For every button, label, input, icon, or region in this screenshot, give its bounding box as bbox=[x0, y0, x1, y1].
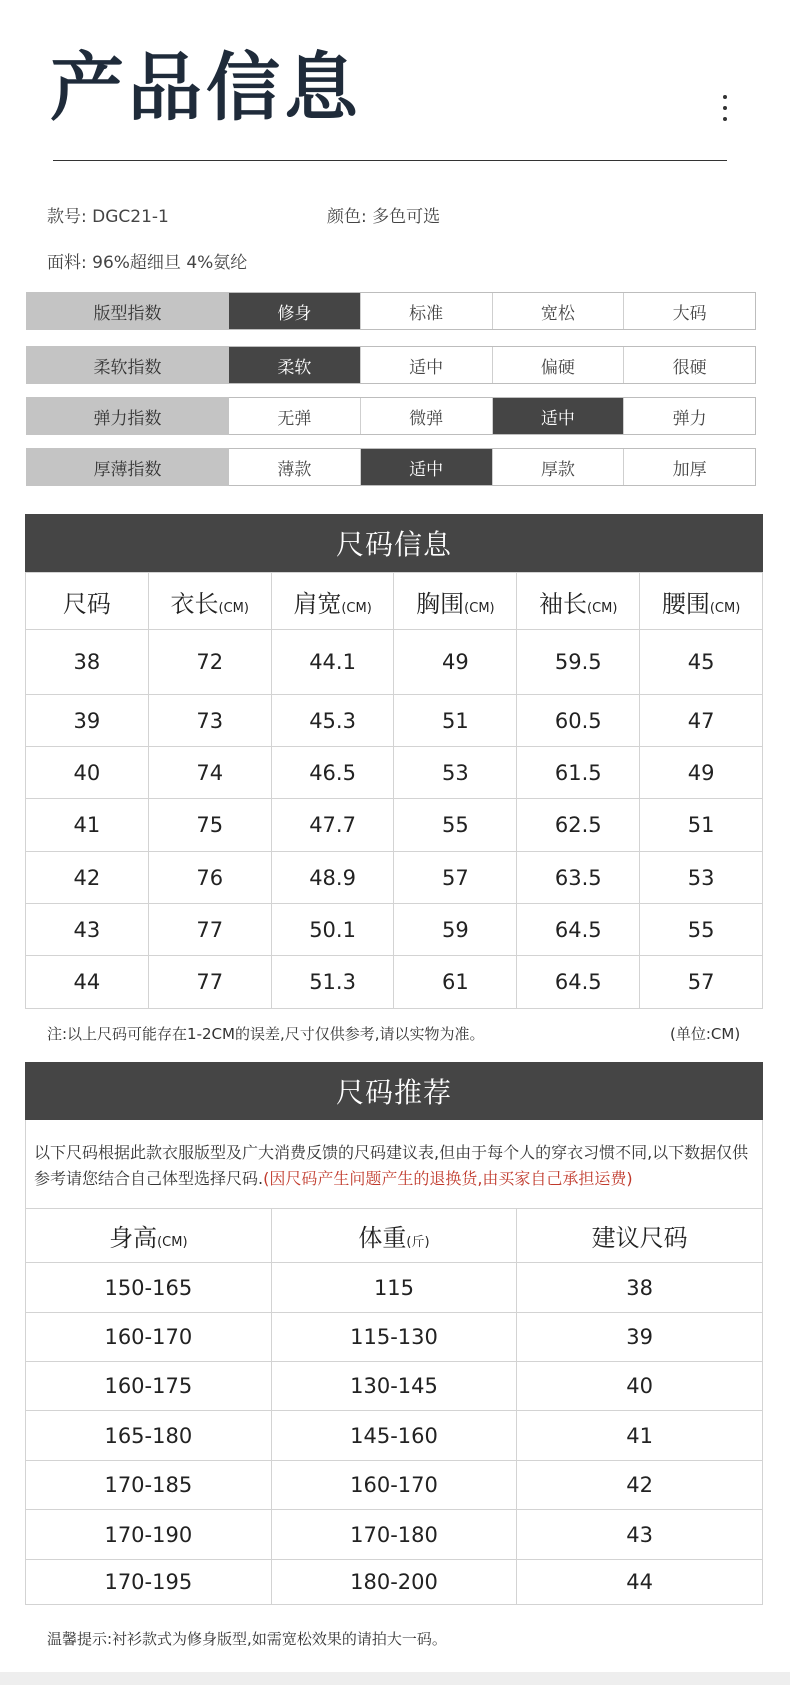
color-value: 多色可选 bbox=[372, 207, 441, 227]
table-cell: 41 bbox=[26, 799, 149, 852]
thickness-index-row bbox=[26, 448, 756, 486]
table-cell: 170-180 bbox=[271, 1510, 517, 1560]
table-cell: 160-175 bbox=[26, 1362, 272, 1411]
column-header: 胸围(CM) bbox=[394, 573, 517, 630]
table-cell: 150-165 bbox=[26, 1263, 272, 1313]
index-option: 加厚 bbox=[623, 449, 755, 485]
title-divider bbox=[53, 160, 727, 161]
table-cell: 51 bbox=[394, 695, 517, 747]
table-cell: 59 bbox=[394, 904, 517, 956]
table-cell: 160-170 bbox=[26, 1313, 272, 1362]
color-info bbox=[327, 205, 440, 229]
table-cell: 130-145 bbox=[271, 1362, 517, 1411]
index-label: 厚薄指数 bbox=[26, 448, 229, 486]
color-label: 颜色: bbox=[327, 207, 367, 227]
table-cell: 57 bbox=[394, 852, 517, 904]
table-cell: 42 bbox=[517, 1461, 763, 1510]
unit-note: (单位:CM) bbox=[670, 1025, 741, 1043]
table-cell: 39 bbox=[26, 695, 149, 747]
column-header: 尺码 bbox=[26, 573, 149, 630]
warm-tip: 温馨提示:衬衫款式为修身版型,如需宽松效果的请拍大一码。 bbox=[47, 1630, 447, 1648]
index-option: 薄款 bbox=[277, 459, 312, 480]
table-cell: 44.1 bbox=[271, 630, 394, 695]
softness-index-row bbox=[26, 346, 756, 384]
index-option: 无弹 bbox=[277, 408, 312, 429]
table-cell: 50.1 bbox=[271, 904, 394, 956]
table-cell: 77 bbox=[148, 904, 271, 956]
index-option: 偏硬 bbox=[492, 347, 624, 383]
table-cell: 115-130 bbox=[271, 1313, 517, 1362]
table-row bbox=[26, 904, 763, 956]
intro-text: 以下尺码根据此款衣服版型及广大消费反馈的尺码建议表,但由于每个人的穿衣习惯不同,以下数据仅供参考请您结合自己体型选择尺码. bbox=[34, 1143, 749, 1188]
intro-warning: (因尺码产生问题产生的退换货,由买家自己承担运费) bbox=[263, 1169, 633, 1188]
table-row bbox=[26, 1313, 763, 1362]
index-label: 柔软指数 bbox=[26, 346, 229, 384]
style-label: 款号: bbox=[47, 207, 87, 227]
elasticity-index-row bbox=[26, 397, 756, 435]
index-option: 微弹 bbox=[360, 398, 492, 434]
table-row bbox=[26, 1560, 763, 1605]
table-cell: 75 bbox=[148, 799, 271, 852]
index-option: 弹力 bbox=[623, 398, 755, 434]
table-cell: 145-160 bbox=[271, 1411, 517, 1461]
table-cell: 51 bbox=[640, 799, 763, 852]
table-row bbox=[26, 1510, 763, 1560]
index-option: 厚款 bbox=[492, 449, 624, 485]
column-header: 衣长(CM) bbox=[148, 573, 271, 630]
table-cell: 61.5 bbox=[517, 747, 640, 799]
style-value: DGC21-1 bbox=[92, 207, 169, 227]
fabric-info bbox=[47, 251, 247, 275]
table-row bbox=[26, 1362, 763, 1411]
table-cell: 73 bbox=[148, 695, 271, 747]
table-cell: 43 bbox=[26, 904, 149, 956]
table-cell: 55 bbox=[640, 904, 763, 956]
index-option-selected: 适中 bbox=[360, 449, 492, 485]
table-cell: 40 bbox=[517, 1362, 763, 1411]
column-header: 身高(CM) bbox=[26, 1209, 272, 1263]
table-cell: 170-195 bbox=[26, 1560, 272, 1605]
table-cell: 170-190 bbox=[26, 1510, 272, 1560]
table-cell: 39 bbox=[517, 1313, 763, 1362]
table-cell: 115 bbox=[271, 1263, 517, 1313]
index-option: 宽松 bbox=[492, 293, 624, 329]
bottom-strip bbox=[0, 1672, 790, 1685]
fabric-label: 面料: bbox=[47, 253, 87, 273]
table-cell: 61 bbox=[394, 956, 517, 1009]
table-cell: 76 bbox=[148, 852, 271, 904]
fit-index-row bbox=[26, 292, 756, 330]
size-note: 注:以上尺码可能存在1-2CM的误差,尺寸仅供参考,请以实物为准。 bbox=[47, 1025, 485, 1043]
table-cell: 38 bbox=[26, 630, 149, 695]
table-cell: 44 bbox=[517, 1560, 763, 1605]
table-row bbox=[26, 695, 763, 747]
column-header: 肩宽(CM) bbox=[271, 573, 394, 630]
more-icon[interactable] bbox=[715, 95, 735, 129]
column-header: 建议尺码 bbox=[517, 1209, 763, 1263]
size-info-header: 尺码信息 bbox=[25, 514, 763, 572]
table-cell: 47 bbox=[640, 695, 763, 747]
table-cell: 160-170 bbox=[271, 1461, 517, 1510]
table-row bbox=[26, 852, 763, 904]
table-cell: 42 bbox=[26, 852, 149, 904]
size-info-table bbox=[25, 572, 763, 1009]
table-cell: 49 bbox=[640, 747, 763, 799]
table-cell: 45 bbox=[640, 630, 763, 695]
index-option: 适中 bbox=[360, 347, 492, 383]
table-row bbox=[26, 1263, 763, 1313]
column-header: 袖长(CM) bbox=[517, 573, 640, 630]
table-cell: 55 bbox=[394, 799, 517, 852]
table-cell: 53 bbox=[394, 747, 517, 799]
table-cell: 60.5 bbox=[517, 695, 640, 747]
table-cell: 47.7 bbox=[271, 799, 394, 852]
table-row bbox=[26, 747, 763, 799]
table-cell: 44 bbox=[26, 956, 149, 1009]
index-label: 版型指数 bbox=[26, 292, 229, 330]
index-option-selected: 适中 bbox=[492, 398, 624, 434]
index-option-selected: 修身 bbox=[229, 293, 360, 329]
table-cell: 59.5 bbox=[517, 630, 640, 695]
index-option: 标准 bbox=[360, 293, 492, 329]
table-cell: 180-200 bbox=[271, 1560, 517, 1605]
table-row bbox=[26, 1461, 763, 1510]
table-cell: 49 bbox=[394, 630, 517, 695]
index-label: 弹力指数 bbox=[26, 397, 229, 435]
table-cell: 64.5 bbox=[517, 956, 640, 1009]
index-option: 大码 bbox=[623, 293, 755, 329]
index-option-selected: 柔软 bbox=[229, 347, 360, 383]
table-cell: 64.5 bbox=[517, 904, 640, 956]
table-row bbox=[26, 956, 763, 1009]
table-cell: 170-185 bbox=[26, 1461, 272, 1510]
table-row bbox=[26, 1411, 763, 1461]
table-cell: 62.5 bbox=[517, 799, 640, 852]
table-cell: 41 bbox=[517, 1411, 763, 1461]
table-cell: 57 bbox=[640, 956, 763, 1009]
table-cell: 46.5 bbox=[271, 747, 394, 799]
table-cell: 53 bbox=[640, 852, 763, 904]
page-title: 产品信息 bbox=[50, 45, 362, 131]
table-cell: 43 bbox=[517, 1510, 763, 1560]
table-cell: 40 bbox=[26, 747, 149, 799]
column-header: 腰围(CM) bbox=[640, 573, 763, 630]
recommendation-intro bbox=[25, 1120, 763, 1208]
table-cell: 77 bbox=[148, 956, 271, 1009]
table-cell: 165-180 bbox=[26, 1411, 272, 1461]
table-row bbox=[26, 799, 763, 852]
size-recommendation-header: 尺码推荐 bbox=[25, 1062, 763, 1120]
table-cell: 72 bbox=[148, 630, 271, 695]
table-cell: 74 bbox=[148, 747, 271, 799]
table-cell: 51.3 bbox=[271, 956, 394, 1009]
index-option: 很硬 bbox=[623, 347, 755, 383]
style-number bbox=[47, 205, 169, 229]
table-cell: 63.5 bbox=[517, 852, 640, 904]
column-header: 体重(斤) bbox=[271, 1209, 517, 1263]
table-cell: 45.3 bbox=[271, 695, 394, 747]
table-cell: 48.9 bbox=[271, 852, 394, 904]
size-recommendation-table bbox=[25, 1208, 763, 1605]
fabric-value: 96%超细旦 4%氨纶 bbox=[92, 253, 248, 273]
table-cell: 38 bbox=[517, 1263, 763, 1313]
table-row bbox=[26, 630, 763, 695]
